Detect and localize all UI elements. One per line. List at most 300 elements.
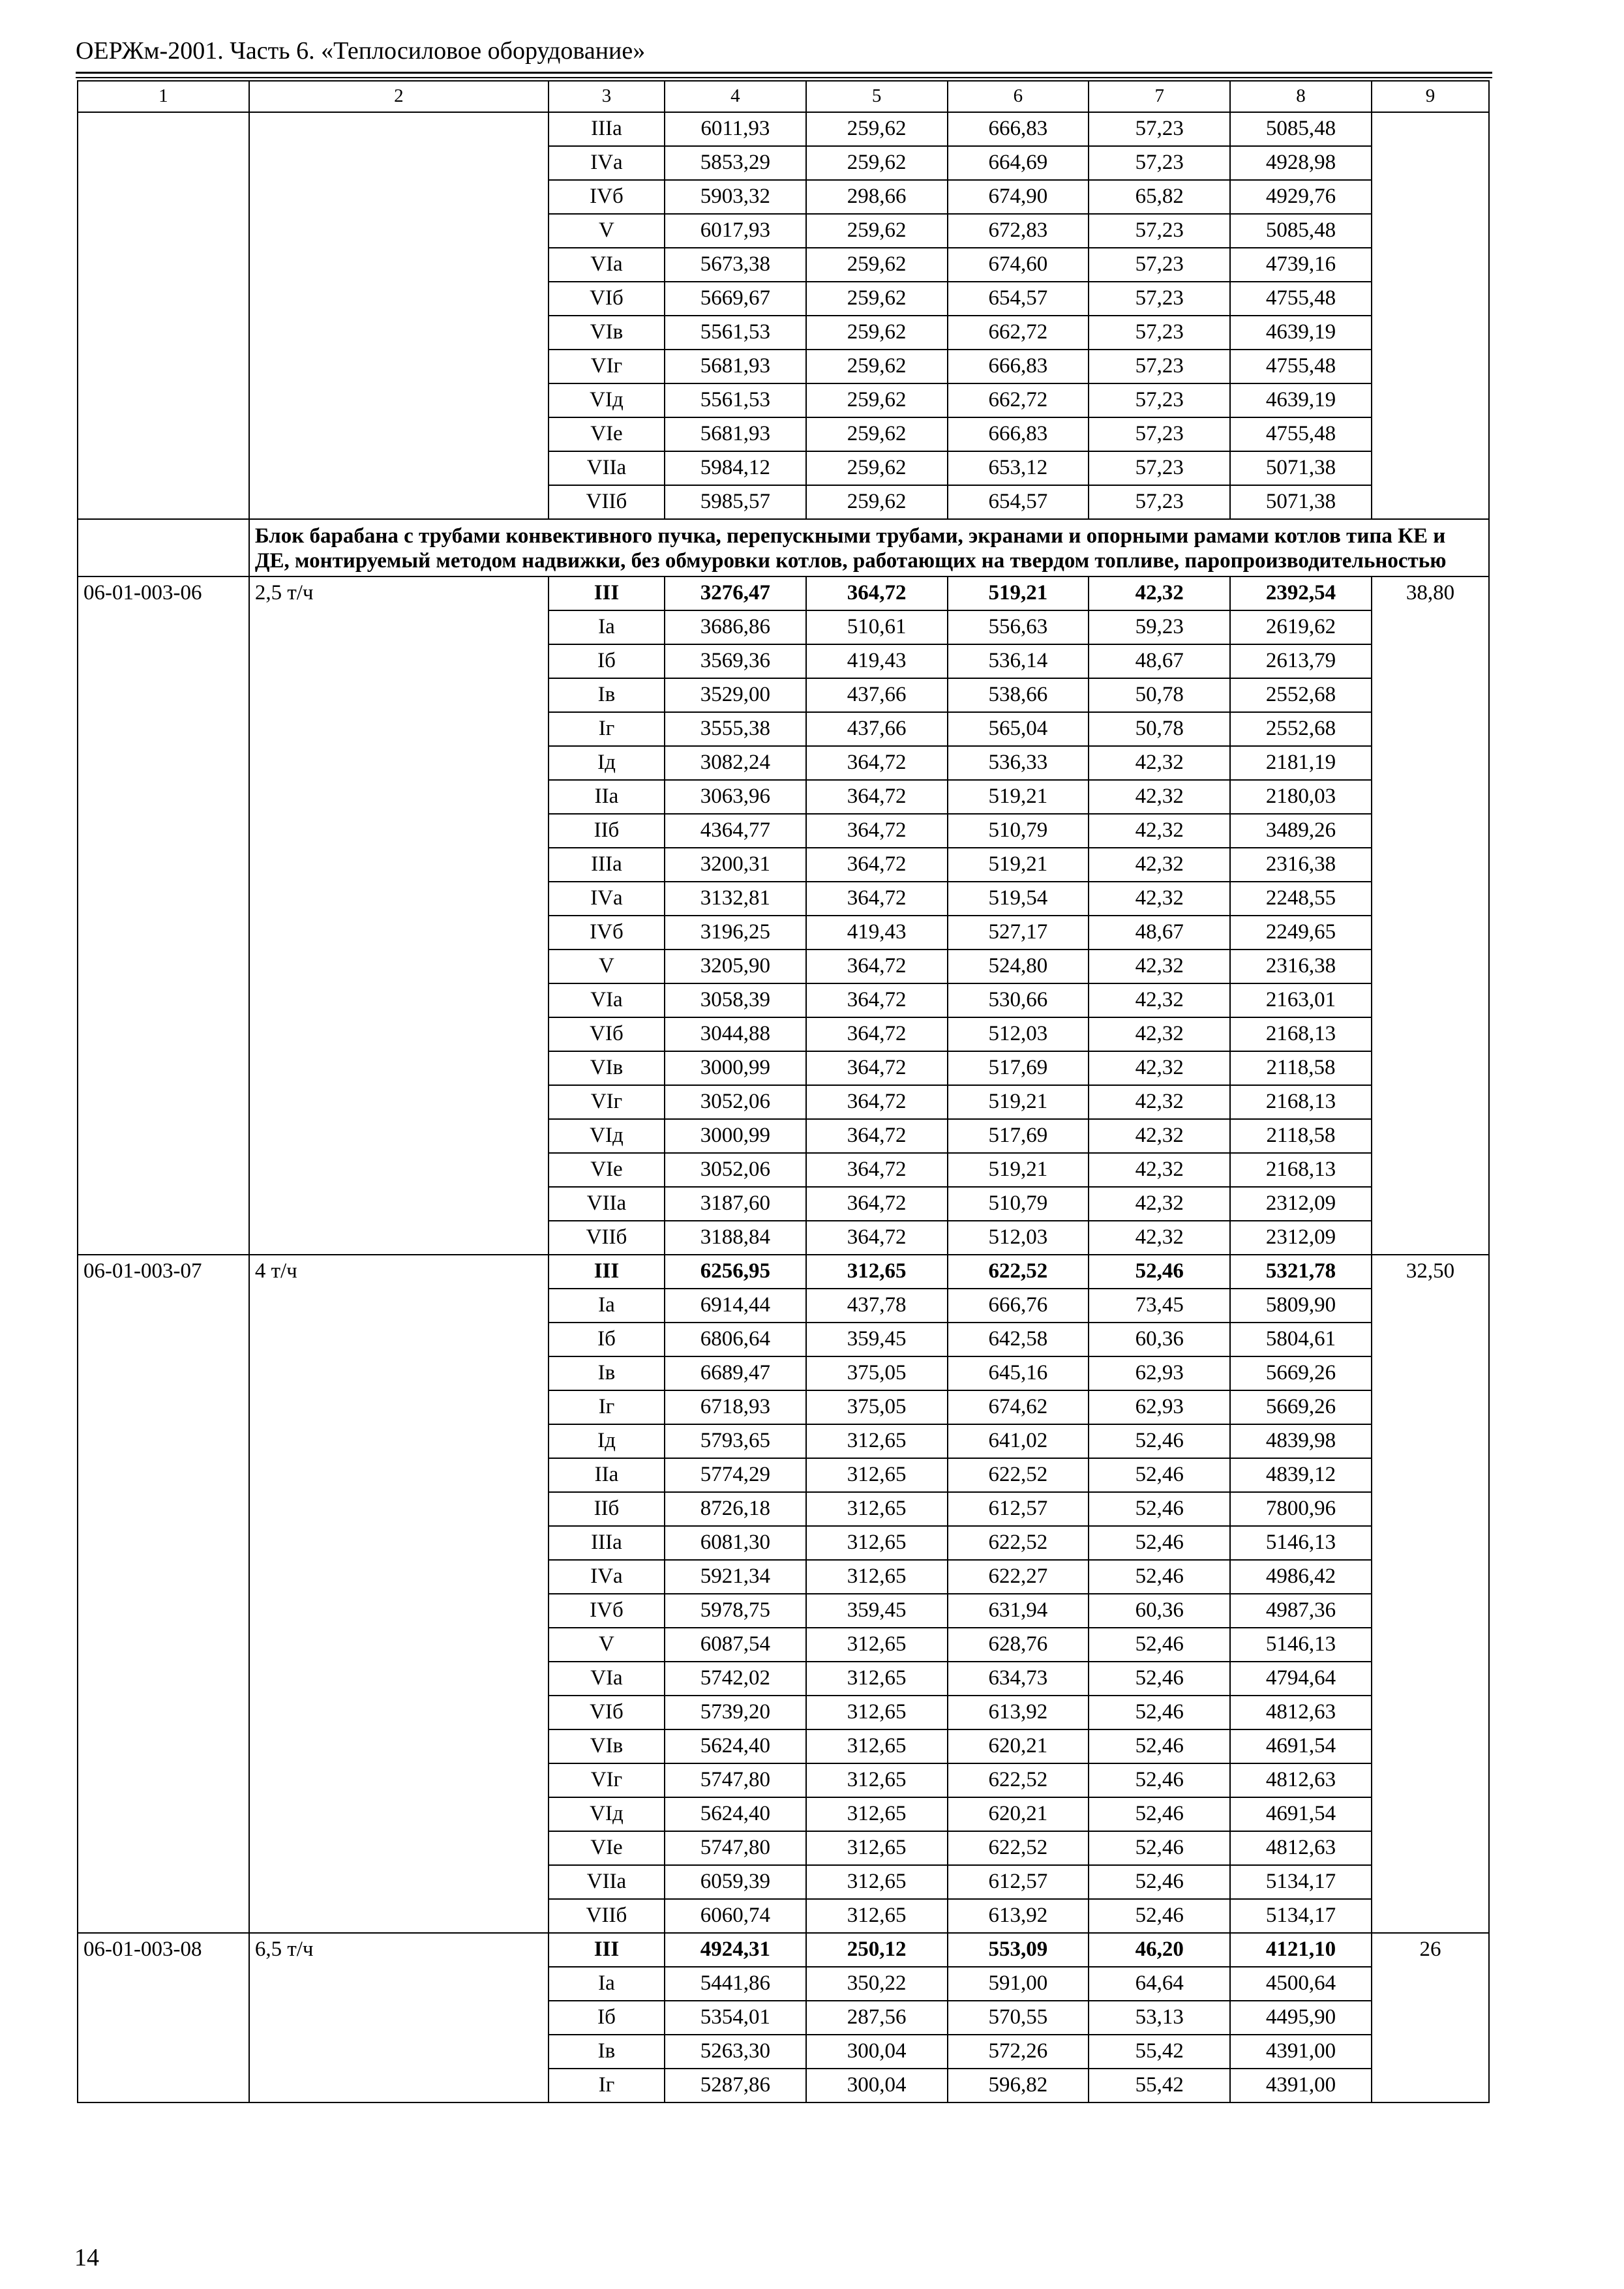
zone-cell: IIIа xyxy=(549,848,665,882)
value-cell: 527,17 xyxy=(948,916,1089,950)
value-cell: 57,23 xyxy=(1089,282,1230,316)
value-cell: 52,46 xyxy=(1089,1831,1230,1865)
value-cell: 4839,98 xyxy=(1230,1424,1372,1458)
value-cell: 666,83 xyxy=(948,417,1089,451)
column-header-row xyxy=(78,81,1489,112)
header-rule-thin xyxy=(76,77,1492,78)
value-cell: 312,65 xyxy=(806,1763,948,1797)
value-cell: 4391,00 xyxy=(1230,2069,1372,2102)
value-cell: 6011,93 xyxy=(665,112,806,146)
value-cell: 42,32 xyxy=(1089,814,1230,848)
zone-cell: IVб xyxy=(549,1594,665,1628)
zone-cell: III xyxy=(549,576,665,610)
value-cell: 52,46 xyxy=(1089,1560,1230,1594)
value-cell: 3276,47 xyxy=(665,576,806,610)
zone-cell: Iа xyxy=(549,610,665,644)
value-cell: 2613,79 xyxy=(1230,644,1372,678)
value-cell: 519,21 xyxy=(948,780,1089,814)
value-cell: 312,65 xyxy=(806,1492,948,1526)
code-cell: 06-01-003-08 xyxy=(78,1933,249,2102)
value-cell: 666,83 xyxy=(948,112,1089,146)
value-cell: 5071,38 xyxy=(1230,451,1372,485)
value-cell: 52,46 xyxy=(1089,1424,1230,1458)
labor-cell: 26 xyxy=(1372,1933,1489,2102)
value-cell: 622,52 xyxy=(948,1458,1089,1492)
value-cell: 52,46 xyxy=(1089,1865,1230,1899)
value-cell: 570,55 xyxy=(948,2001,1089,2035)
value-cell: 5085,48 xyxy=(1230,214,1372,248)
zone-cell: V xyxy=(549,950,665,983)
zone-cell: VIа xyxy=(549,1662,665,1696)
value-cell: 2118,58 xyxy=(1230,1051,1372,1085)
value-cell: 613,92 xyxy=(948,1696,1089,1729)
zone-cell: VIг xyxy=(549,1763,665,1797)
value-cell: 3200,31 xyxy=(665,848,806,882)
value-cell: 364,72 xyxy=(806,950,948,983)
value-cell: 6081,30 xyxy=(665,1526,806,1560)
value-cell: 5742,02 xyxy=(665,1662,806,1696)
value-cell: 5441,86 xyxy=(665,1967,806,2001)
value-cell: 596,82 xyxy=(948,2069,1089,2102)
value-cell: 2316,38 xyxy=(1230,848,1372,882)
value-cell: 5669,67 xyxy=(665,282,806,316)
value-cell: 57,23 xyxy=(1089,350,1230,383)
value-cell: 4500,64 xyxy=(1230,1967,1372,2001)
value-cell: 634,73 xyxy=(948,1662,1089,1696)
value-cell: 572,26 xyxy=(948,2035,1089,2069)
value-cell: 3569,36 xyxy=(665,644,806,678)
value-cell: 519,54 xyxy=(948,882,1089,916)
value-cell: 654,57 xyxy=(948,485,1089,519)
value-cell: 3686,86 xyxy=(665,610,806,644)
value-cell: 4755,48 xyxy=(1230,282,1372,316)
value-cell: 4812,63 xyxy=(1230,1696,1372,1729)
zone-cell: VIб xyxy=(549,282,665,316)
value-cell: 536,33 xyxy=(948,746,1089,780)
zone-cell: Iб xyxy=(549,644,665,678)
value-cell: 287,56 xyxy=(806,2001,948,2035)
value-cell: 312,65 xyxy=(806,1696,948,1729)
zone-cell: VIIа xyxy=(549,451,665,485)
value-cell: 364,72 xyxy=(806,848,948,882)
zone-cell: Iг xyxy=(549,1390,665,1424)
zone-cell: Iа xyxy=(549,1967,665,2001)
zone-cell: Iб xyxy=(549,1323,665,1356)
value-cell: 530,66 xyxy=(948,983,1089,1017)
value-cell: 57,23 xyxy=(1089,417,1230,451)
value-cell: 312,65 xyxy=(806,1662,948,1696)
value-cell: 622,27 xyxy=(948,1560,1089,1594)
value-cell: 60,36 xyxy=(1089,1323,1230,1356)
zone-cell: Iв xyxy=(549,678,665,712)
value-cell: 6256,95 xyxy=(665,1255,806,1289)
value-cell: 42,32 xyxy=(1089,746,1230,780)
value-cell: 42,32 xyxy=(1089,780,1230,814)
value-cell: 57,23 xyxy=(1089,316,1230,350)
value-cell: 62,93 xyxy=(1089,1390,1230,1424)
value-cell: 6060,74 xyxy=(665,1899,806,1933)
value-cell: 250,12 xyxy=(806,1933,948,1967)
value-cell: 628,76 xyxy=(948,1628,1089,1662)
zone-cell: VIа xyxy=(549,983,665,1017)
zone-cell: Iв xyxy=(549,1356,665,1390)
value-cell: 3205,90 xyxy=(665,950,806,983)
value-cell: 662,72 xyxy=(948,383,1089,417)
value-cell: 298,66 xyxy=(806,180,948,214)
value-cell: 52,46 xyxy=(1089,1696,1230,1729)
value-cell: 5774,29 xyxy=(665,1458,806,1492)
value-cell: 5561,53 xyxy=(665,383,806,417)
value-cell: 60,36 xyxy=(1089,1594,1230,1628)
value-cell: 642,58 xyxy=(948,1323,1089,1356)
value-cell: 664,69 xyxy=(948,146,1089,180)
value-cell: 259,62 xyxy=(806,112,948,146)
value-cell: 364,72 xyxy=(806,983,948,1017)
value-cell: 2316,38 xyxy=(1230,950,1372,983)
value-cell: 2552,68 xyxy=(1230,678,1372,712)
value-cell: 2168,13 xyxy=(1230,1017,1372,1051)
value-cell: 5085,48 xyxy=(1230,112,1372,146)
value-cell: 622,52 xyxy=(948,1763,1089,1797)
value-cell: 5134,17 xyxy=(1230,1899,1372,1933)
zone-cell: VIд xyxy=(549,383,665,417)
value-cell: 674,62 xyxy=(948,1390,1089,1424)
value-cell: 57,23 xyxy=(1089,146,1230,180)
value-cell: 5134,17 xyxy=(1230,1865,1372,1899)
value-cell: 620,21 xyxy=(948,1729,1089,1763)
value-cell: 2168,13 xyxy=(1230,1153,1372,1187)
zone-cell: VIг xyxy=(549,1085,665,1119)
value-cell: 42,32 xyxy=(1089,983,1230,1017)
value-cell: 437,66 xyxy=(806,712,948,746)
value-cell: 419,43 xyxy=(806,916,948,950)
value-cell: 42,32 xyxy=(1089,1017,1230,1051)
value-cell: 519,21 xyxy=(948,1153,1089,1187)
value-cell: 259,62 xyxy=(806,146,948,180)
value-cell: 565,04 xyxy=(948,712,1089,746)
zone-cell: V xyxy=(549,214,665,248)
value-cell: 517,69 xyxy=(948,1051,1089,1085)
value-cell: 4794,64 xyxy=(1230,1662,1372,1696)
zone-cell: VIд xyxy=(549,1119,665,1153)
zone-cell: VIб xyxy=(549,1017,665,1051)
labor-cell: 38,80 xyxy=(1372,576,1489,1255)
code-cell: 06-01-003-06 xyxy=(78,576,249,1255)
value-cell: 300,04 xyxy=(806,2069,948,2102)
value-cell: 653,12 xyxy=(948,451,1089,485)
value-cell: 4755,48 xyxy=(1230,417,1372,451)
zone-cell: Iд xyxy=(549,1424,665,1458)
value-cell: 5985,57 xyxy=(665,485,806,519)
value-cell: 350,22 xyxy=(806,1967,948,2001)
zone-cell: VIа xyxy=(549,248,665,282)
value-cell: 674,90 xyxy=(948,180,1089,214)
column-header: 6 xyxy=(948,81,1089,112)
zone-cell: VIв xyxy=(549,316,665,350)
value-cell: 364,72 xyxy=(806,1187,948,1221)
value-cell: 42,32 xyxy=(1089,1153,1230,1187)
zone-cell: VIIб xyxy=(549,1221,665,1255)
value-cell: 2118,58 xyxy=(1230,1119,1372,1153)
value-cell: 259,62 xyxy=(806,383,948,417)
value-cell: 52,46 xyxy=(1089,1492,1230,1526)
value-cell: 591,00 xyxy=(948,1967,1089,2001)
value-cell: 42,32 xyxy=(1089,1119,1230,1153)
zone-cell: VIе xyxy=(549,1831,665,1865)
value-cell: 666,83 xyxy=(948,350,1089,383)
column-header: 2 xyxy=(249,81,549,112)
table-row xyxy=(78,112,1489,146)
value-cell: 556,63 xyxy=(948,610,1089,644)
value-cell: 612,57 xyxy=(948,1865,1089,1899)
value-cell: 259,62 xyxy=(806,417,948,451)
value-cell: 364,72 xyxy=(806,1051,948,1085)
value-cell: 510,61 xyxy=(806,610,948,644)
value-cell: 2392,54 xyxy=(1230,576,1372,610)
value-cell: 364,72 xyxy=(806,1017,948,1051)
zone-cell: VIг xyxy=(549,350,665,383)
value-cell: 312,65 xyxy=(806,1865,948,1899)
value-cell: 2181,19 xyxy=(1230,746,1372,780)
value-cell: 3058,39 xyxy=(665,983,806,1017)
value-cell: 4739,16 xyxy=(1230,248,1372,282)
value-cell: 5681,93 xyxy=(665,350,806,383)
zone-cell: IVа xyxy=(549,882,665,916)
zone-cell: VIIа xyxy=(549,1865,665,1899)
zone-cell: Iб xyxy=(549,2001,665,2035)
value-cell: 5146,13 xyxy=(1230,1628,1372,1662)
value-cell: 419,43 xyxy=(806,644,948,678)
column-header: 1 xyxy=(78,81,249,112)
value-cell: 5624,40 xyxy=(665,1797,806,1831)
value-cell: 5747,80 xyxy=(665,1831,806,1865)
value-cell: 5263,30 xyxy=(665,2035,806,2069)
value-cell: 620,21 xyxy=(948,1797,1089,1831)
value-cell: 3082,24 xyxy=(665,746,806,780)
value-cell: 3000,99 xyxy=(665,1119,806,1153)
value-cell: 4121,10 xyxy=(1230,1933,1372,1967)
value-cell: 613,92 xyxy=(948,1899,1089,1933)
value-cell: 312,65 xyxy=(806,1831,948,1865)
value-cell: 52,46 xyxy=(1089,1797,1230,1831)
table-row xyxy=(78,576,1489,610)
value-cell: 4924,31 xyxy=(665,1933,806,1967)
zone-cell: IVа xyxy=(549,146,665,180)
value-cell: 4691,54 xyxy=(1230,1729,1372,1763)
value-cell: 5669,26 xyxy=(1230,1390,1372,1424)
value-cell: 312,65 xyxy=(806,1560,948,1594)
value-cell: 57,23 xyxy=(1089,383,1230,417)
value-cell: 55,42 xyxy=(1089,2069,1230,2102)
value-cell: 437,66 xyxy=(806,678,948,712)
value-cell: 50,78 xyxy=(1089,712,1230,746)
value-cell: 2312,09 xyxy=(1230,1187,1372,1221)
param-cell: 6,5 т/ч xyxy=(249,1933,549,2102)
value-cell: 662,72 xyxy=(948,316,1089,350)
value-cell: 42,32 xyxy=(1089,1085,1230,1119)
value-cell: 52,46 xyxy=(1089,1662,1230,1696)
header-rule xyxy=(76,72,1492,74)
value-cell: 4691,54 xyxy=(1230,1797,1372,1831)
value-cell: 5561,53 xyxy=(665,316,806,350)
value-cell: 57,23 xyxy=(1089,451,1230,485)
value-cell: 59,23 xyxy=(1089,610,1230,644)
value-cell: 364,72 xyxy=(806,882,948,916)
value-cell: 52,46 xyxy=(1089,1458,1230,1492)
value-cell: 4987,36 xyxy=(1230,1594,1372,1628)
value-cell: 4364,77 xyxy=(665,814,806,848)
value-cell: 3187,60 xyxy=(665,1187,806,1221)
value-cell: 375,05 xyxy=(806,1356,948,1390)
value-cell: 622,52 xyxy=(948,1526,1089,1560)
value-cell: 519,21 xyxy=(948,1085,1089,1119)
zone-cell: IIа xyxy=(549,780,665,814)
price-table xyxy=(77,80,1490,2103)
page-number: 14 xyxy=(74,2244,99,2271)
value-cell: 2180,03 xyxy=(1230,780,1372,814)
value-cell: 364,72 xyxy=(806,576,948,610)
value-cell: 312,65 xyxy=(806,1526,948,1560)
table-row xyxy=(78,1933,1489,1967)
value-cell: 364,72 xyxy=(806,1085,948,1119)
value-cell: 57,23 xyxy=(1089,485,1230,519)
value-cell: 5921,34 xyxy=(665,1560,806,1594)
value-cell: 3063,96 xyxy=(665,780,806,814)
value-cell: 42,32 xyxy=(1089,1221,1230,1255)
value-cell: 300,04 xyxy=(806,2035,948,2069)
value-cell: 4839,12 xyxy=(1230,1458,1372,1492)
value-cell: 375,05 xyxy=(806,1390,948,1424)
value-cell: 259,62 xyxy=(806,451,948,485)
value-cell: 364,72 xyxy=(806,780,948,814)
code-cell: 06-01-003-07 xyxy=(78,1255,249,1933)
value-cell: 259,62 xyxy=(806,282,948,316)
zone-cell: IIб xyxy=(549,814,665,848)
labor-cell xyxy=(1372,112,1489,519)
value-cell: 631,94 xyxy=(948,1594,1089,1628)
value-cell: 42,32 xyxy=(1089,1051,1230,1085)
column-header: 5 xyxy=(806,81,948,112)
value-cell: 359,45 xyxy=(806,1323,948,1356)
zone-cell: VIIб xyxy=(549,485,665,519)
value-cell: 2248,55 xyxy=(1230,882,1372,916)
value-cell: 62,93 xyxy=(1089,1356,1230,1390)
value-cell: 6718,93 xyxy=(665,1390,806,1424)
zone-cell: VIIа xyxy=(549,1187,665,1221)
value-cell: 52,46 xyxy=(1089,1628,1230,1662)
zone-cell: III xyxy=(549,1933,665,1967)
value-cell: 312,65 xyxy=(806,1255,948,1289)
value-cell: 5673,38 xyxy=(665,248,806,282)
value-cell: 3132,81 xyxy=(665,882,806,916)
value-cell: 312,65 xyxy=(806,1729,948,1763)
zone-cell: III xyxy=(549,1255,665,1289)
value-cell: 5669,26 xyxy=(1230,1356,1372,1390)
value-cell: 52,46 xyxy=(1089,1729,1230,1763)
value-cell: 4928,98 xyxy=(1230,146,1372,180)
zone-cell: VIе xyxy=(549,417,665,451)
zone-cell: Iа xyxy=(549,1289,665,1323)
value-cell: 52,46 xyxy=(1089,1255,1230,1289)
zone-cell: IVб xyxy=(549,180,665,214)
value-cell: 364,72 xyxy=(806,814,948,848)
value-cell: 4495,90 xyxy=(1230,2001,1372,2035)
zone-cell: IIа xyxy=(549,1458,665,1492)
section-title-row xyxy=(78,519,1489,576)
value-cell: 3044,88 xyxy=(665,1017,806,1051)
value-cell: 4812,63 xyxy=(1230,1763,1372,1797)
value-cell: 510,79 xyxy=(948,1187,1089,1221)
zone-cell: IIIа xyxy=(549,1526,665,1560)
value-cell: 2312,09 xyxy=(1230,1221,1372,1255)
value-cell: 4986,42 xyxy=(1230,1560,1372,1594)
section-spacer xyxy=(78,519,249,576)
zone-cell: VIв xyxy=(549,1051,665,1085)
value-cell: 5747,80 xyxy=(665,1763,806,1797)
value-cell: 641,02 xyxy=(948,1424,1089,1458)
value-cell: 512,03 xyxy=(948,1221,1089,1255)
zone-cell: Iг xyxy=(549,2069,665,2102)
zone-cell: Iд xyxy=(549,746,665,780)
value-cell: 364,72 xyxy=(806,1119,948,1153)
value-cell: 437,78 xyxy=(806,1289,948,1323)
value-cell: 622,52 xyxy=(948,1255,1089,1289)
zone-cell: VIд xyxy=(549,1797,665,1831)
value-cell: 6059,39 xyxy=(665,1865,806,1899)
value-cell: 5681,93 xyxy=(665,417,806,451)
value-cell: 519,21 xyxy=(948,576,1089,610)
value-cell: 259,62 xyxy=(806,485,948,519)
value-cell: 674,60 xyxy=(948,248,1089,282)
value-cell: 612,57 xyxy=(948,1492,1089,1526)
value-cell: 312,65 xyxy=(806,1424,948,1458)
value-cell: 8726,18 xyxy=(665,1492,806,1526)
value-cell: 42,32 xyxy=(1089,882,1230,916)
value-cell: 2168,13 xyxy=(1230,1085,1372,1119)
value-cell: 259,62 xyxy=(806,316,948,350)
value-cell: 5624,40 xyxy=(665,1729,806,1763)
value-cell: 5793,65 xyxy=(665,1424,806,1458)
zone-cell: VIIб xyxy=(549,1899,665,1933)
value-cell: 7800,96 xyxy=(1230,1492,1372,1526)
value-cell: 3555,38 xyxy=(665,712,806,746)
code-cell xyxy=(78,112,249,519)
zone-cell: Iв xyxy=(549,2035,665,2069)
value-cell: 42,32 xyxy=(1089,576,1230,610)
value-cell: 519,21 xyxy=(948,848,1089,882)
value-cell: 517,69 xyxy=(948,1119,1089,1153)
value-cell: 654,57 xyxy=(948,282,1089,316)
value-cell: 259,62 xyxy=(806,214,948,248)
zone-cell: VIб xyxy=(549,1696,665,1729)
value-cell: 666,76 xyxy=(948,1289,1089,1323)
value-cell: 536,14 xyxy=(948,644,1089,678)
value-cell: 3196,25 xyxy=(665,916,806,950)
value-cell: 553,09 xyxy=(948,1933,1089,1967)
value-cell: 5146,13 xyxy=(1230,1526,1372,1560)
value-cell: 5354,01 xyxy=(665,2001,806,2035)
value-cell: 5853,29 xyxy=(665,146,806,180)
value-cell: 48,67 xyxy=(1089,916,1230,950)
value-cell: 5739,20 xyxy=(665,1696,806,1729)
value-cell: 4755,48 xyxy=(1230,350,1372,383)
value-cell: 524,80 xyxy=(948,950,1089,983)
value-cell: 5978,75 xyxy=(665,1594,806,1628)
labor-cell: 32,50 xyxy=(1372,1255,1489,1933)
value-cell: 2619,62 xyxy=(1230,610,1372,644)
column-header: 4 xyxy=(665,81,806,112)
value-cell: 4639,19 xyxy=(1230,383,1372,417)
